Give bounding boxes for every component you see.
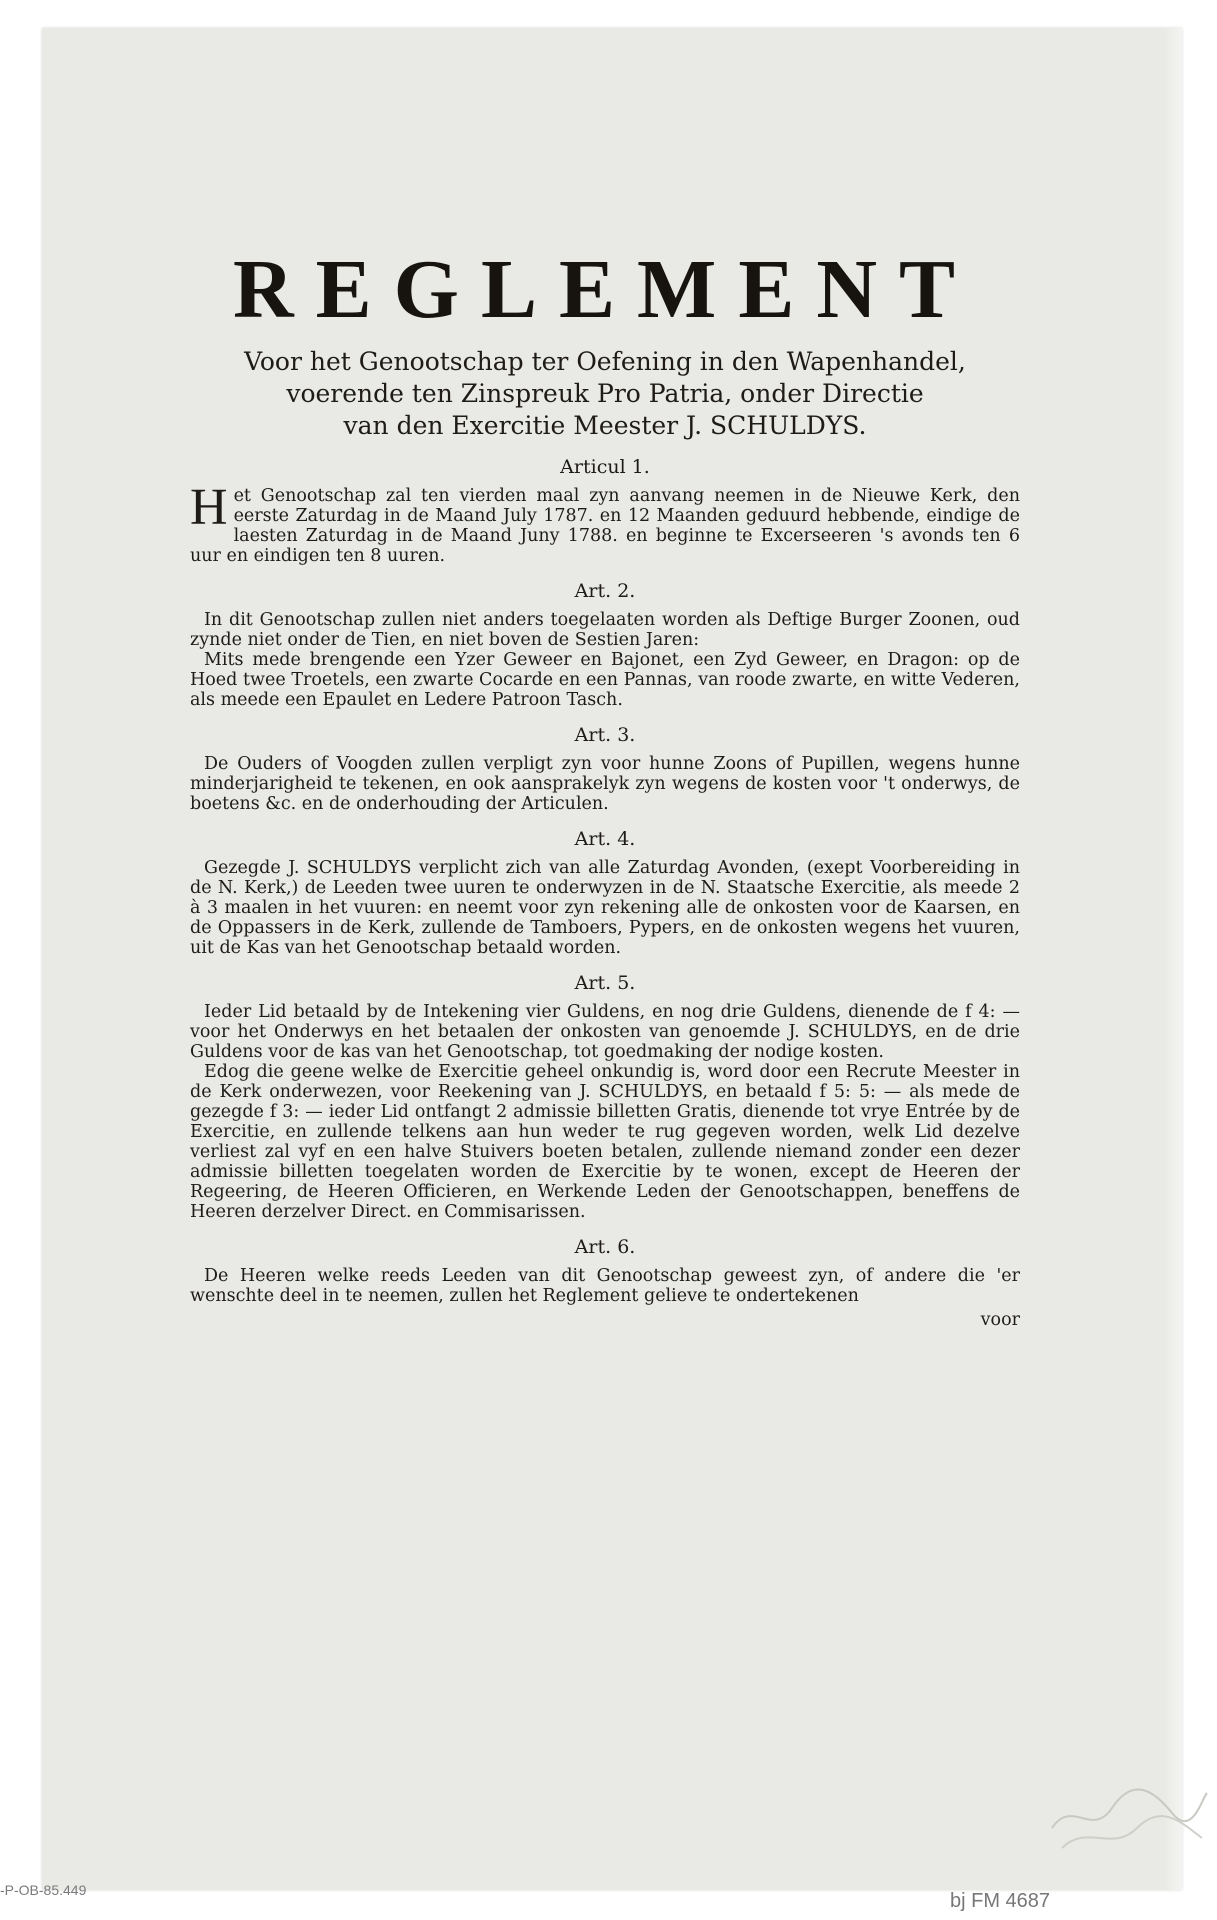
paper-sheet — [42, 28, 1182, 1890]
article-heading: Art. 4. — [574, 828, 636, 850]
article-paragraph: et Genootschap zal ten vierden maal zyn aanvang neemen in de Nieuwe Kerk, den eerste Zaturdag in de Maand July 1787. en 12 Maanden geduurd hebbende, eindige de laesten Zaturdag in de Maand Juny 1788. en beginne te Excerseeren 's avonds ten 6 uur en eindigen ten 8 uuren. — [190, 486, 1020, 566]
subtitle-line: voerende ten Zinspreuk Pro Patria, onder Directie — [286, 379, 924, 408]
article-2 — [190, 580, 1020, 710]
article-heading: Articul 1. — [560, 456, 650, 478]
pencil-scribble-mark — [1042, 1768, 1212, 1858]
article-paragraph: Gezegde J. SCHULDYS verplicht zich van alle Zaturdag Avonden, (exept Voorbereiding in de N. Kerk,) de Leeden twee uuren te onderwyzen in de N. Staatsche Exercitie, als meede 2 à 3 maalen in het vuuren: en neemt voor zyn rekening alle de onkosten voor de Kaarsen, en de Oppassers in de Kerk, zullende de Tamboers, Pypers, en de onkosten wegens het vuuren, uit de Kas van het Genootschap betaald worden. — [190, 858, 1020, 958]
article-paragraph: De Heeren welke reeds Leeden van dit Genootschap geweest zyn, of andere die 'er wenschte deel in te neemen, zullen het Reglement gelieve te ondertekenen — [190, 1266, 1020, 1306]
article-heading: Art. 2. — [574, 580, 636, 602]
article-paragraph: Mits mede brengende een Yzer Geweer en Bajonet, een Zyd Geweer, en Dragon: op de Hoed twee Troetels, een zwarte Cocarde en een Pannas, van roode zwarte, en witte Vederen, als meede een Epaulet en Ledere Patroon Tasch. — [190, 650, 1020, 710]
article-1 — [190, 456, 1020, 566]
article-heading: Art. 6. — [574, 1236, 636, 1258]
article-paragraph: In dit Genootschap zullen niet anders toegelaaten worden als Deftige Burger Zoonen, oud zynde niet onder de Tien, en niet boven de Sestien Jaren: — [190, 610, 1020, 650]
article-paragraph: Edog die geene welke de Exercitie geheel onkundig is, word door een Recrute Meester in de Kerk onderwezen, voor Reekening van J. SCHULDYS, en betaald f 5: 5: — als mede de gezegde f 3: — ieder Lid ontfangt 2 admissie billetten Gratis, dienende tot vrye Entrée by de Exercitie, en zullende telkens aan hun weder te rug gegeven worden, welk Lid dezelve verliest zal vyf en een halve Stuivers boeten betalen, zullende niemand zonder een dezer admissie billetten toegelaten worden de Exercitie by te wonen, except de Heeren der Regeering, de Heeren Officieren, en Werkende Leden der Genootschappen, beneffens de Heeren derzelver Direct. en Commisarissen. — [190, 1062, 1020, 1222]
paper-edge — [1164, 28, 1182, 1890]
subtitle-line: Voor het Genootschap ter Oefening in den Wapenhandel, — [244, 347, 966, 376]
article-heading: Art. 3. — [574, 724, 636, 746]
drop-cap: H — [190, 479, 228, 536]
article-6 — [190, 1236, 1020, 1306]
article-4 — [190, 828, 1020, 958]
article-3 — [190, 724, 1020, 814]
article-5 — [190, 972, 1020, 1222]
subtitle-line: van den Exercitie Meester J. SCHULDYS. — [343, 411, 867, 440]
printed-text-block — [190, 243, 1020, 1330]
article-paragraph: Ieder Lid betaald by de Intekening vier Guldens, en nog drie Guldens, dienende de f 4: — voor het Onderwys en het betaalen der onkosten van genoemde J. SCHULDYS, en de drie Guldens voor de kas van het Genootschap, tot goedmaking der nodige kosten. — [190, 1002, 1020, 1062]
catchword: voor — [980, 1310, 1020, 1330]
inventory-number-right: bj FM 4687 — [950, 1890, 1051, 1912]
article-heading: Art. 5. — [574, 972, 636, 994]
document-title: REGLEMENT — [232, 243, 978, 336]
document-subtitle — [190, 346, 1020, 442]
inventory-number-left: -P-OB-85.449 — [0, 1882, 87, 1898]
article-paragraph: De Ouders of Voogden zullen verpligt zyn voor hunne Zoons of Pupillen, wegens hunne minderjarigheid te tekenen, en ook aansprakelyk zyn wegens de kosten voor 't onderwys, de boetens &c. en de onderhouding der Articulen. — [190, 754, 1020, 814]
